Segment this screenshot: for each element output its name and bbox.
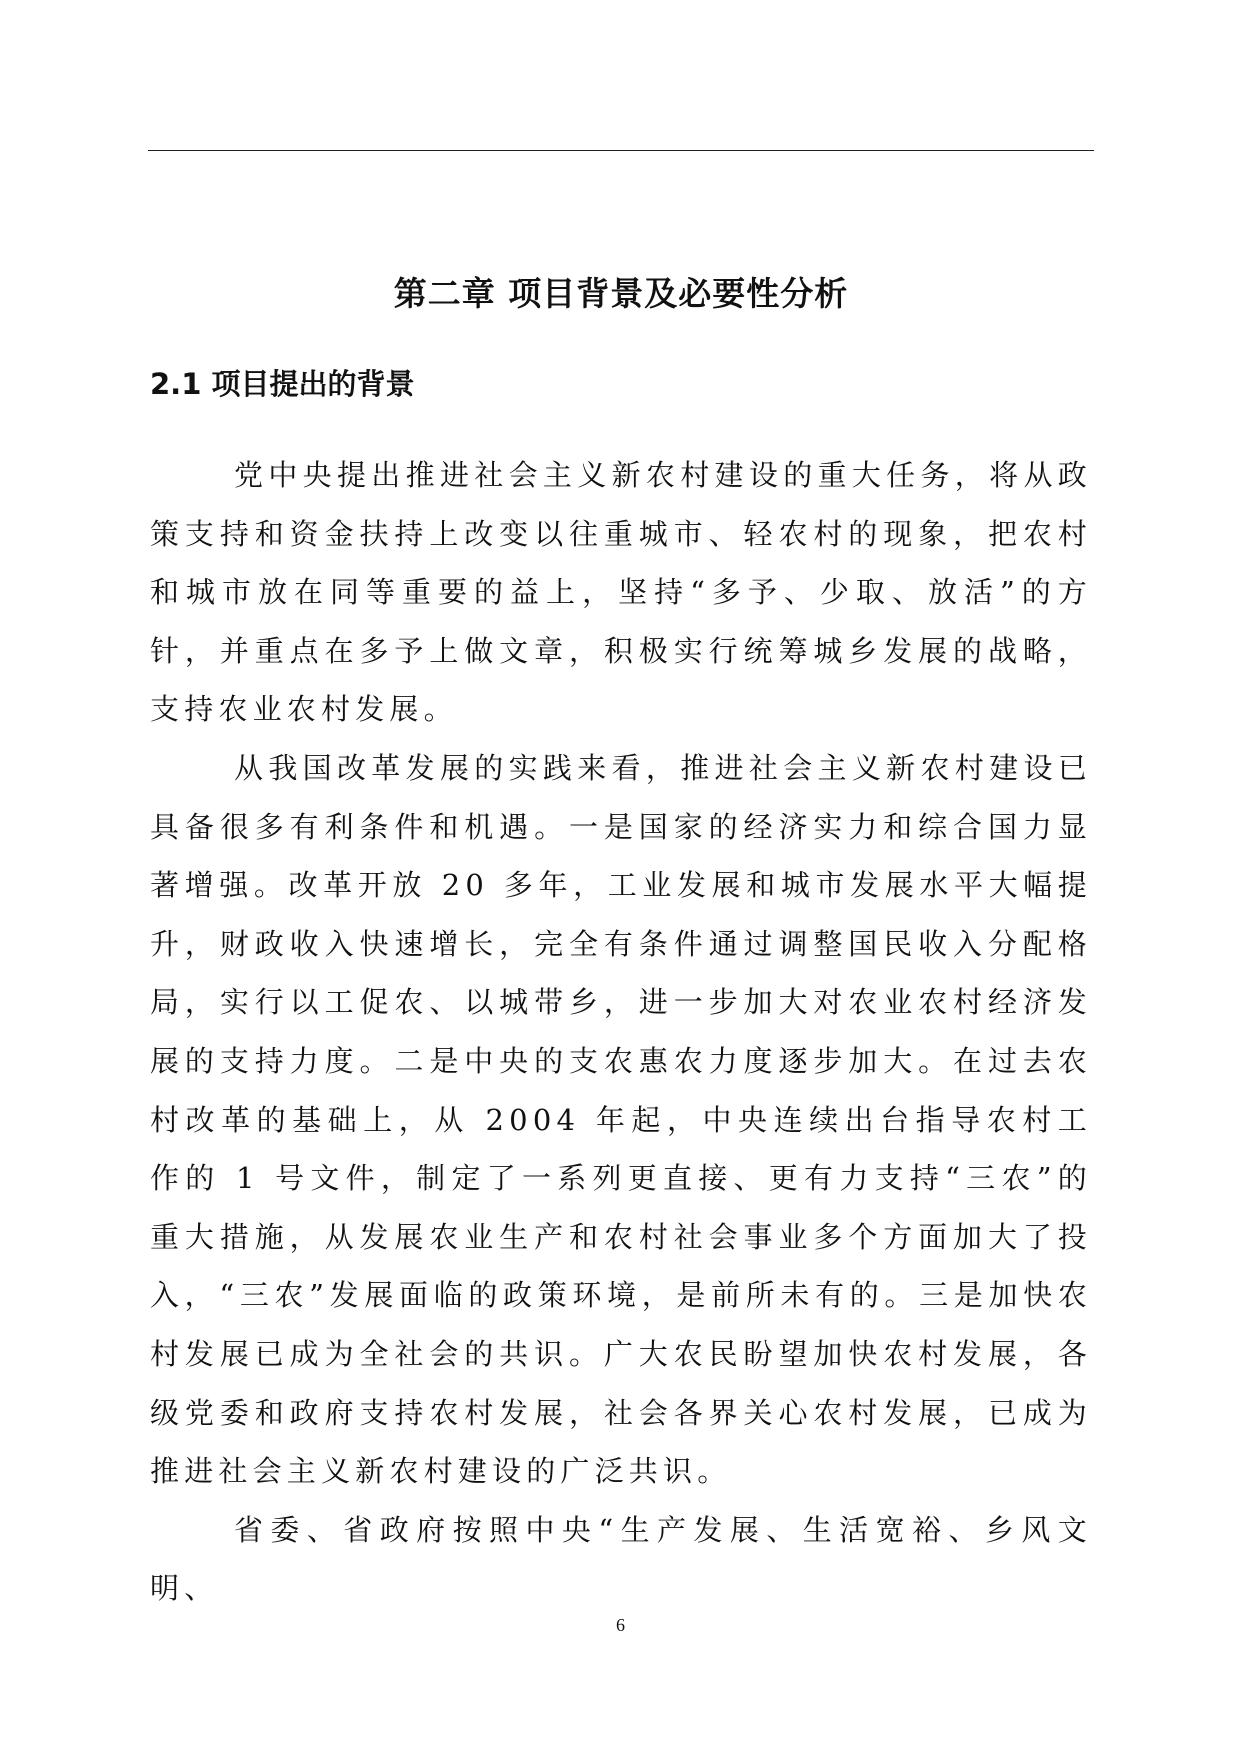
body-text — [150, 446, 1092, 1618]
chapter-title: 第二章 项目背景及必要性分析 — [393, 274, 849, 313]
paragraph-1: 党中央提出推进社会主义新农村建设的重大任务，将从政策支持和资金扶持上改变以往重城市、轻农村的现象，把农村和城市放在同等重要的益上，坚持“多予、少取、放活”的方针，并重点在多予上做文章，积极实行统筹城乡发展的战略，支持农业农村发展。 — [150, 458, 1092, 727]
page-number: 6 — [616, 1615, 625, 1635]
paragraph-3: 省委、省政府按照中央“生产发展、生活宽裕、乡风文明、 — [150, 1512, 1092, 1606]
header-rule — [148, 150, 1094, 151]
paragraph-2: 从我国改革发展的实践来看，推进社会主义新农村建设已具备很多有利条件和机遇。一是国家的经济实力和综合国力显著增强。改革开放 20 多年，工业发展和城市发展水平大幅提升，财政收入快速增长，完全有条件通过调整国民收入分配格局，实行以工促农、以城带乡，进一步加大对农业农村经济发展的支持力度。二是中央的支农惠农力度逐步加大。在过去农村改革的基础上，从 2004 年起，中央连续出台指导农村工作的 1 号文件，制定了一系列更直接、更有力支持“三农”的重大措施，从发展农业生产和农村社会事业多个方面加大了投入，“三农”发展面临的政策环境，是前所未有的。三是加快农村发展已成为全社会的共识。广大农民盼望加快农村发展，各级党委和政府支持农村发展，社会各界关心农村发展，已成为推进社会主义新农村建设的广泛共识。 — [150, 750, 1092, 1489]
section-heading — [150, 364, 415, 404]
section-number: 2.1 — [150, 367, 202, 401]
section-title-text: 项目提出的背景 — [211, 367, 415, 401]
